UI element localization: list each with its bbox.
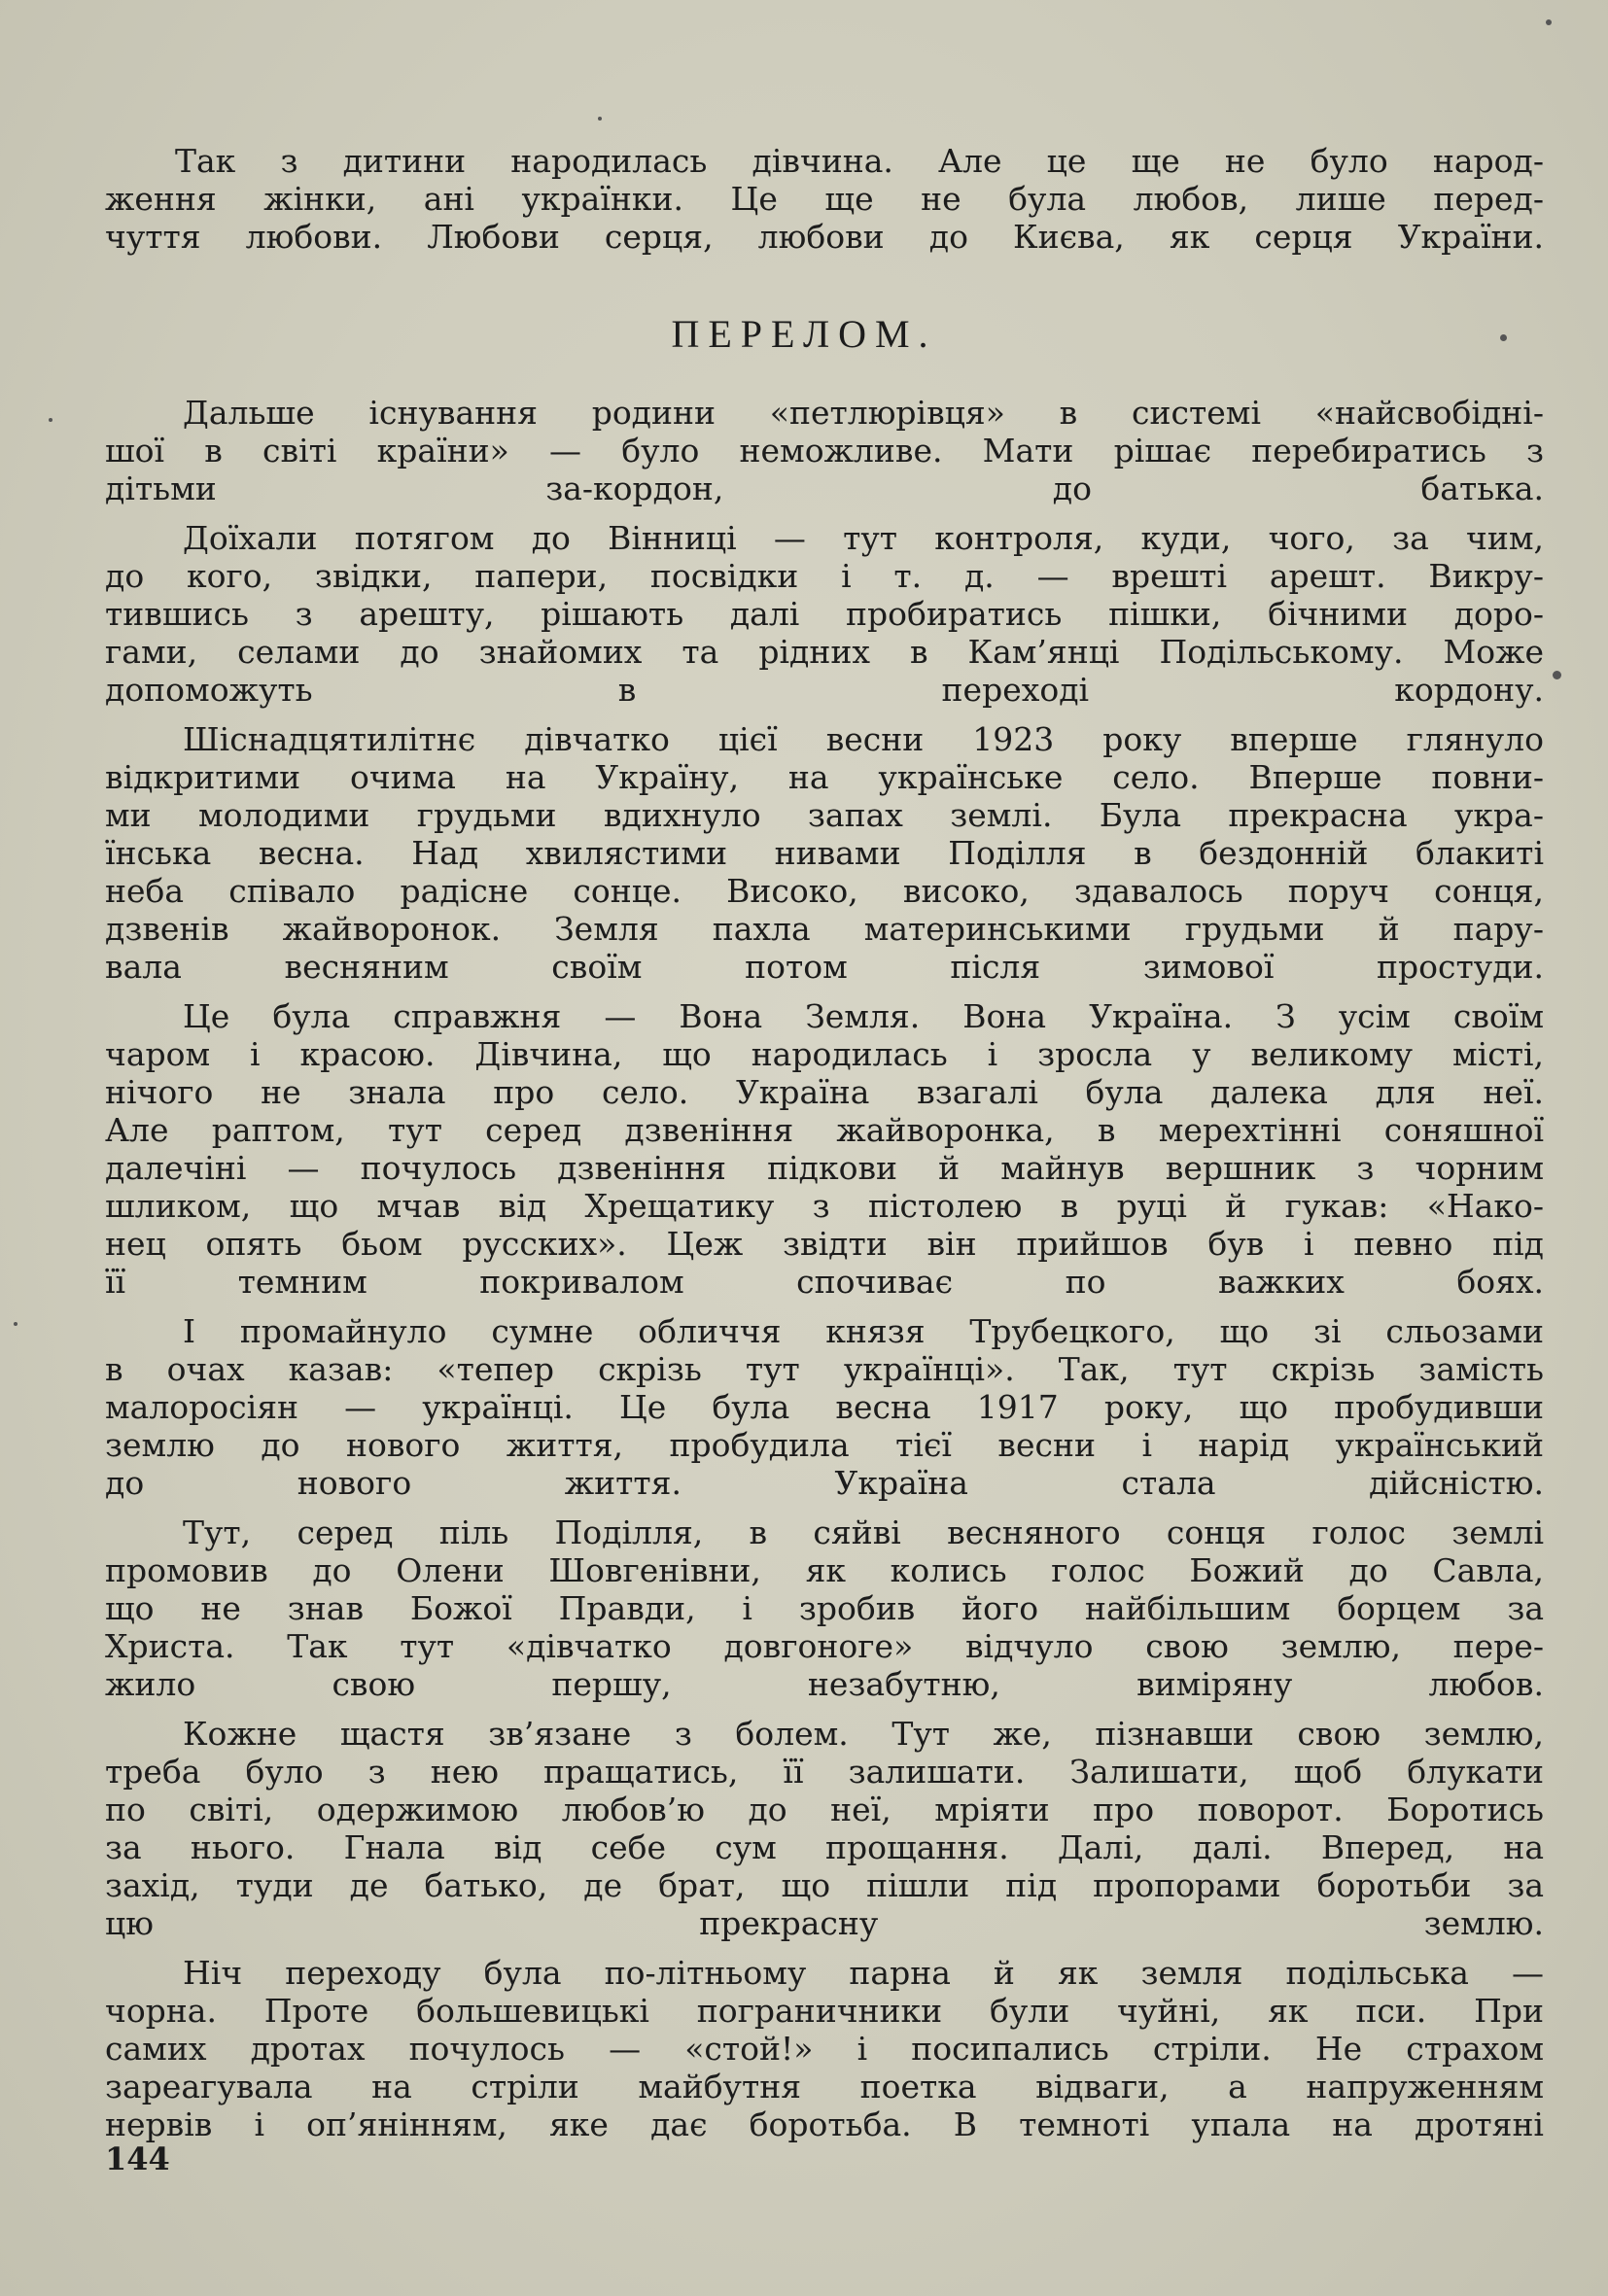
print-speck <box>1546 19 1552 25</box>
paragraph: Це була справжня — Вона Земля. Вона Україна. З усім своїм чаром і красою. Дівчина, що народилась і зросла у великому місті, нічого не знала про село. Україна взагалі була далека для неї. Але раптом, тут серед дзвеніння жайворонка, в мерехтінні соняшної далечіні — почулось дзвеніння підкови й майнув вершник з чорним шликом, що мчав від Хрещатику з пістолею в руці й гукав: «Нако- нец опять бьом русских». Цеж звідти він прийшов був і певно під її темним покривалом спочиває по важких боях. <box>105 997 1544 1301</box>
chapter-title: ПЕРЕЛОМ. <box>671 312 937 356</box>
intro-paragraph-block <box>105 142 1544 267</box>
paragraph: Шіснадцятилітнє дівчатко цієї весни 1923 року вперше глянуло відкритими очима на Україну, на українське село. Вперше повни- ми молодими грудьми вдихнуло запах землі. Була прекрасна укра- їнська весна. Над хвилястими нивами Поділля в бездонній блакиті неба співало радісне сонце. Високо, високо, здавалось поруч сонця, дзвенів жайворонок. Земля пахла материнськими грудьми й пару- вала весняним своїм потом після зимової простуди. <box>105 720 1544 986</box>
paragraph: Ніч переходу була по-літньому парна й як земля подільська — чорна. Проте большевицькі пограничники були чуйні, як пси. При самих дротах почулось — «стой!» і посипались стріли. Не страхом зареагувала на стріли майбутня поетка відваги, а напруженням нервів і оп’янінням, яке дає боротьба. В темноті упала на дротяні <box>105 1954 1544 2143</box>
print-speck <box>1500 334 1507 341</box>
print-speck <box>14 1322 17 1326</box>
paragraph: Дальше існування родини «петлюрівця» в системі «найсвобідні- шої в світі країни» — було неможливе. Мати рішає перебиратись з дітьми за-кордон, до батька. <box>105 394 1544 507</box>
paragraph: І промайнуло сумне обличчя князя Трубецкого, що зі сльозами в очах казав: «тепер скрізь тут українці». Так, тут скрізь замість малоросіян — українці. Це була весна 1917 року, що пробудивши землю до нового життя, пробудила тієї весни і нарід український до нового життя. Україна стала дійсністю. <box>105 1312 1544 1502</box>
paragraph: Доїхали потягом до Вінниці — тут контроля, куди, чого, за чим, до кого, звідки, папери, посвідки і т. д. — врешті арешт. Викру- тившись з арешту, рішають далі пробиратись пішки, бічними доро- гами, селами до знайомих та рідних в Кам’янці Подільському. Може допоможуть в переході кордону. <box>105 519 1544 709</box>
page-number: 144 <box>105 2140 170 2177</box>
paragraph: Тут, серед піль Поділля, в сяйві весняного сонця голос землі промовив до Олени Шовгенівни, як колись голос Божий до Савла, що не знав Божої Правди, і зробив його найбільшим борцем за Христа. Так тут «дівчатко довгоноге» відчуло свою землю, пере- жило свою першу, незабутню, виміряну любов. <box>105 1513 1544 1703</box>
paragraph: Кожне щастя зв’язане з болем. Тут же, пізнавши свою землю, треба було з нею пращатись, її залишати. Залишати, щоб блукати по світі, одержимою любов’ю до неї, мріяти про поворот. Боротись за нього. Гнала від себе сум прощання. Далі, далі. Вперед, на захід, туди де батько, де брат, що пішли під пропорами боротьби за цю прекрасну землю. <box>105 1715 1544 1942</box>
print-speck <box>1553 671 1561 679</box>
print-speck <box>598 117 602 121</box>
body-text <box>105 394 1544 2155</box>
intro-paragraph: Так з дитини народилась дівчина. Але це ще не було народ- ження жінки, ані українки. Це ще не була любов, лише перед- чуття любови. Любови серця, любови до Києва, як серця України. <box>105 142 1544 256</box>
print-speck <box>49 418 52 422</box>
